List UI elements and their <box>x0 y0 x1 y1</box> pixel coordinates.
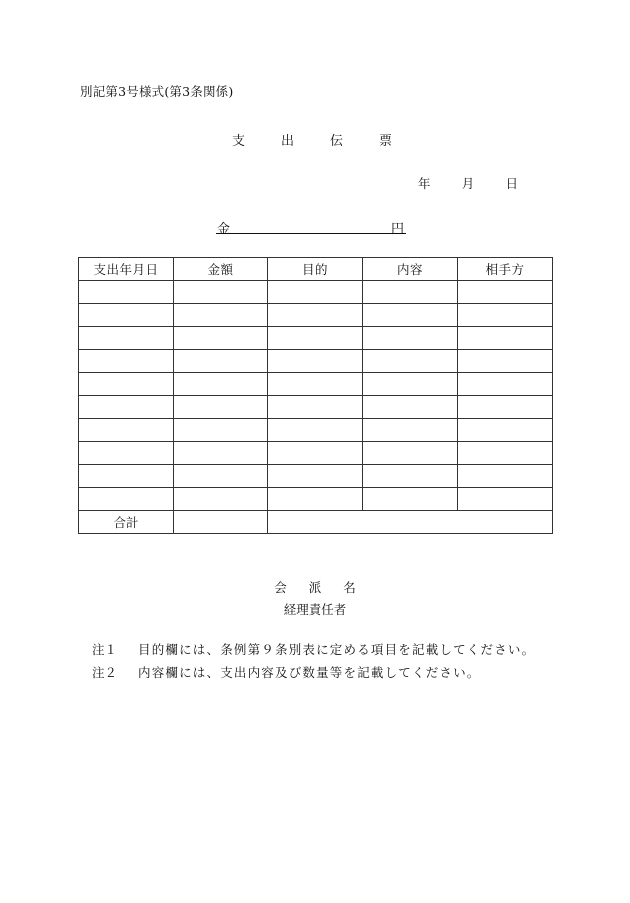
date-month-label: 月 <box>461 176 475 191</box>
header-amount: 金額 <box>174 258 268 281</box>
header-date: 支出年月日 <box>79 258 174 281</box>
cell-date <box>79 442 174 465</box>
cell-content <box>363 442 458 465</box>
accounting-officer-label: 経理責任者 <box>283 602 347 617</box>
document-title <box>232 130 392 149</box>
cell-content <box>363 419 458 442</box>
table-row <box>79 419 553 442</box>
cell-date <box>79 327 174 350</box>
note-text: 目的欄には、条例第９条別表に定める項目を記載してください。 <box>138 642 536 657</box>
cell-purpose <box>268 350 363 373</box>
table-row <box>79 327 553 350</box>
note-text: 内容欄には、支出内容及び数量等を記載してください。 <box>138 665 481 680</box>
party-block <box>0 577 630 621</box>
header-content: 内容 <box>363 258 458 281</box>
table-header-row <box>79 258 553 281</box>
cell-purpose <box>268 373 363 396</box>
party-name <box>274 577 356 599</box>
cell-content <box>363 304 458 327</box>
table-body <box>79 281 553 534</box>
party-name-char: 派 <box>308 580 322 595</box>
note-mark: 注２ <box>92 665 118 680</box>
cell-purpose <box>268 396 363 419</box>
amount-prefix: 金 <box>217 222 231 237</box>
cell-amount <box>174 304 268 327</box>
expense-table <box>78 257 553 534</box>
total-row <box>79 511 553 534</box>
form-label: 別記第3号様式(第3条関係) <box>80 84 234 99</box>
cell-purpose <box>268 304 363 327</box>
notes <box>92 638 535 684</box>
table-row <box>79 396 553 419</box>
cell-amount <box>174 488 268 511</box>
cell-date <box>79 488 174 511</box>
cell-content <box>363 327 458 350</box>
table-row <box>79 281 553 304</box>
cell-purpose <box>268 327 363 350</box>
cell-date <box>79 350 174 373</box>
cell-counterparty <box>458 350 553 373</box>
cell-purpose <box>268 442 363 465</box>
note-mark: 注１ <box>92 642 118 657</box>
cell-date <box>79 304 174 327</box>
total-amount-cell <box>174 511 268 534</box>
amount-field <box>216 218 406 237</box>
cell-counterparty <box>458 488 553 511</box>
header-purpose: 目的 <box>268 258 363 281</box>
total-label: 合計 <box>79 511 174 534</box>
title-char: 伝 <box>329 134 343 149</box>
cell-amount <box>174 373 268 396</box>
table-row <box>79 373 553 396</box>
title-char: 出 <box>280 134 294 149</box>
cell-amount <box>174 396 268 419</box>
cell-counterparty <box>458 304 553 327</box>
note-item <box>92 638 535 661</box>
cell-date <box>79 373 174 396</box>
cell-content <box>363 281 458 304</box>
cell-purpose <box>268 281 363 304</box>
date-day-label: 日 <box>505 176 518 191</box>
cell-counterparty <box>458 281 553 304</box>
cell-counterparty <box>458 465 553 488</box>
cell-purpose <box>268 488 363 511</box>
table-row <box>79 304 553 327</box>
cell-purpose <box>268 419 363 442</box>
table-row <box>79 442 553 465</box>
cell-content <box>363 373 458 396</box>
cell-content <box>363 396 458 419</box>
party-name-line <box>0 577 630 599</box>
amount-suffix: 円 <box>390 222 404 237</box>
cell-date <box>79 396 174 419</box>
cell-date <box>79 465 174 488</box>
table-row <box>79 350 553 373</box>
cell-amount <box>174 350 268 373</box>
cell-amount <box>174 281 268 304</box>
cell-amount <box>174 327 268 350</box>
cell-content <box>363 488 458 511</box>
party-name-char: 会 <box>274 580 287 595</box>
cell-purpose <box>268 465 363 488</box>
party-name-char: 名 <box>343 580 356 595</box>
cell-amount <box>174 419 268 442</box>
total-remarks-cell <box>268 511 553 534</box>
date-line <box>418 174 518 192</box>
cell-counterparty <box>458 442 553 465</box>
cell-counterparty <box>458 327 553 350</box>
title-char: 支 <box>232 134 246 149</box>
cell-counterparty <box>458 373 553 396</box>
date-year-label: 年 <box>418 176 431 191</box>
cell-amount <box>174 465 268 488</box>
table-row <box>79 488 553 511</box>
cell-counterparty <box>458 396 553 419</box>
cell-date <box>79 281 174 304</box>
cell-date <box>79 419 174 442</box>
cell-content <box>363 350 458 373</box>
table-row <box>79 465 553 488</box>
header-counterparty: 相手方 <box>458 258 553 281</box>
note-item <box>92 661 535 684</box>
cell-content <box>363 465 458 488</box>
cell-amount <box>174 442 268 465</box>
cell-counterparty <box>458 419 553 442</box>
title-char: 票 <box>378 134 392 149</box>
